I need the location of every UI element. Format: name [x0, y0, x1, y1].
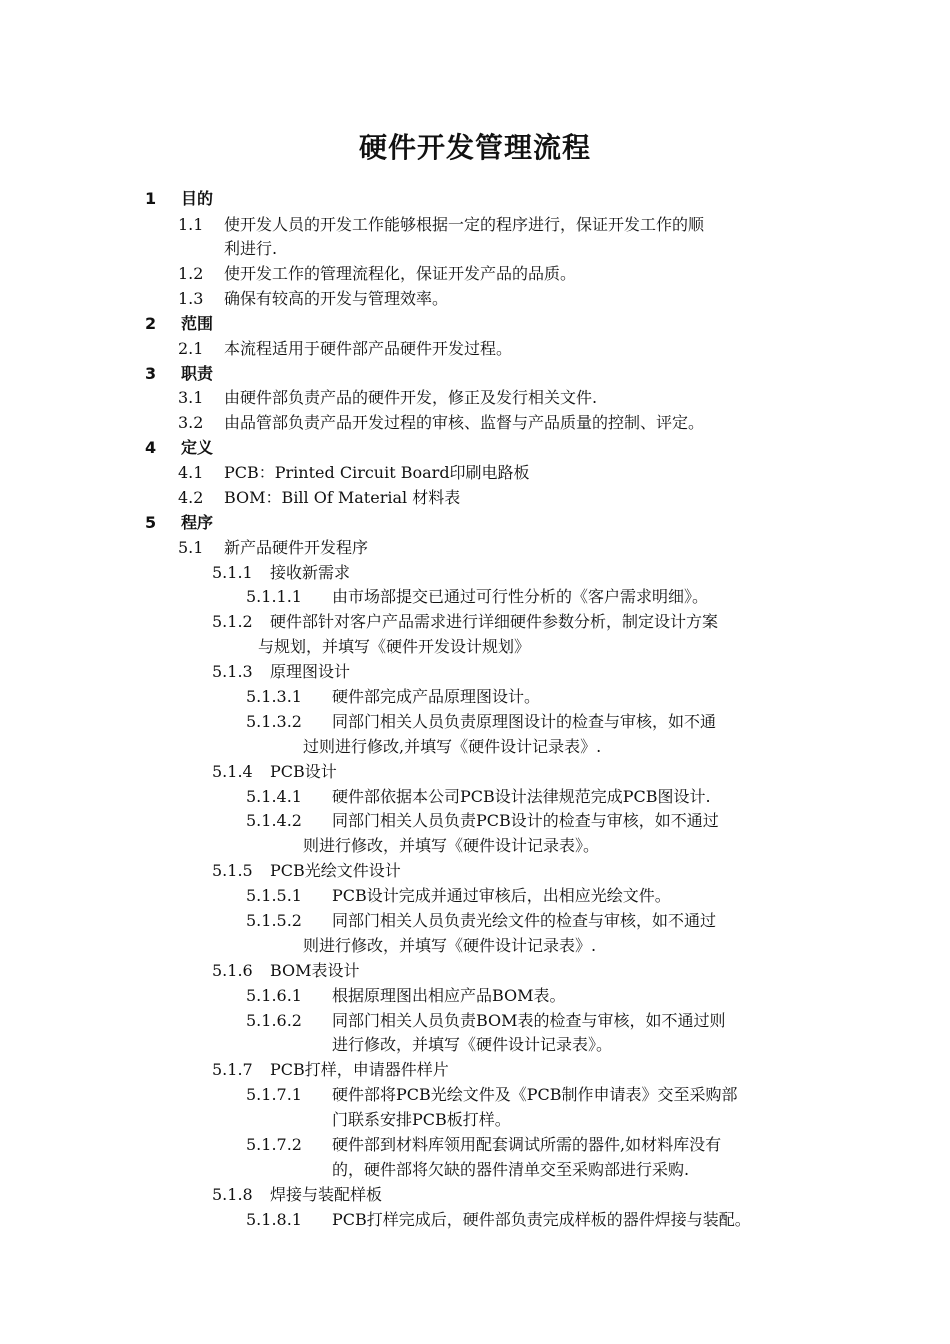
clause-text: 使开发人员的开发工作能够根据一定的程序进行，保证开发工作的顺: [224, 215, 705, 234]
clause-number: 5.1.3.2: [246, 712, 302, 731]
clause-text: 由硬件部负责产品的硬件开发，修正及发行相关文件.: [224, 388, 598, 407]
clause-line: [178, 212, 704, 237]
clause-continuation: [332, 1157, 689, 1182]
clause-line: [212, 659, 350, 684]
clause-line: [212, 858, 401, 883]
clause-number: 5.1.8: [212, 1185, 253, 1204]
section-heading: [145, 186, 213, 211]
clause-line: [178, 410, 704, 435]
clause-number: 5.1.7.2: [246, 1135, 302, 1154]
clause-text: 硬件部将PCB光绘文件及《PCB制作申请表》交至采购部: [332, 1085, 738, 1104]
clause-continuation: [332, 1107, 511, 1132]
clause-line: [246, 808, 719, 833]
clause-text: 同部门相关人员负责光绘文件的检查与审核，如不通过: [332, 911, 717, 930]
section-heading: [145, 510, 213, 535]
clause-text: PCB光绘文件设计: [270, 861, 401, 880]
clause-text: 新产品硬件开发程序: [224, 538, 369, 557]
clause-text: PCB：Printed Circuit Board印刷电路板: [224, 463, 530, 482]
clause-number: 3.2: [178, 413, 204, 432]
clause-number: 5.1.1: [212, 563, 253, 582]
clause-line: [212, 759, 337, 784]
clause-number: 2.1: [178, 339, 204, 358]
clause-number: 4.2: [178, 488, 204, 507]
clause-number: 5.1.7.1: [246, 1085, 302, 1104]
clause-number: 5.1.5.2: [246, 911, 302, 930]
clause-number: 4: [145, 438, 157, 457]
clause-text: 同部门相关人员负责PCB设计的检查与审核，如不通过: [332, 811, 719, 830]
clause-continuation: [303, 833, 599, 858]
clause-line: [246, 1008, 726, 1033]
clause-text: PCB设计完成并通过审核后，出相应光绘文件。: [332, 886, 671, 905]
clause-continuation: [224, 236, 277, 261]
clause-text: 目的: [181, 189, 214, 208]
clause-line: [212, 958, 360, 983]
clause-line: [246, 883, 671, 908]
clause-number: 5.1.5: [212, 861, 253, 880]
clause-text: 程序: [181, 513, 214, 532]
clause-line: [178, 460, 530, 485]
clause-number: 5.1.4.2: [246, 811, 302, 830]
clause-text: 焊接与装配样板: [270, 1185, 383, 1204]
clause-text: 原理图设计: [270, 662, 351, 681]
clause-line: [212, 1057, 449, 1082]
clause-number: 5.1.8.1: [246, 1210, 302, 1229]
clause-continuation: [303, 933, 596, 958]
clause-text: 硬件部依据本公司PCB设计法律规范完成PCB图设计.: [332, 787, 711, 806]
clause-text: 由市场部提交已通过可行性分析的《客户需求明细》。: [332, 587, 709, 606]
clause-continuation: [303, 734, 601, 759]
clause-number: 5.1.3: [212, 662, 253, 681]
clause-text: PCB设计: [270, 762, 337, 781]
clause-line: [246, 784, 711, 809]
clause-text: 硬件部针对客户产品需求进行详细硬件参数分析，制定设计方案: [270, 612, 719, 631]
clause-number: 3: [145, 364, 157, 383]
clause-line: [246, 709, 716, 734]
clause-text: 本流程适用于硬件部产品硬件开发过程。: [224, 339, 513, 358]
clause-text: PCB打样完成后，硬件部负责完成样板的器件焊接与装配。: [332, 1210, 751, 1229]
clause-number: 5: [145, 513, 157, 532]
clause-text: BOM：Bill Of Material 材料表: [224, 488, 461, 507]
clause-line: [246, 1132, 721, 1157]
clause-text: 定义: [181, 438, 214, 457]
clause-text: 使开发工作的管理流程化，保证开发产品的品质。: [224, 264, 577, 283]
section-heading: [145, 435, 213, 460]
clause-text: BOM表设计: [270, 961, 360, 980]
clause-text: 硬件部到材料库领用配套调试所需的器件,如材料库没有: [332, 1135, 722, 1154]
clause-number: 1.3: [178, 289, 204, 308]
clause-line: [246, 983, 566, 1008]
section-heading: [145, 311, 213, 336]
clause-line: [246, 584, 708, 609]
clause-line: [178, 286, 448, 311]
clause-text: 确保有较高的开发与管理效率。: [224, 289, 449, 308]
clause-text: 范围: [181, 314, 214, 333]
clause-number: 5.1.7: [212, 1060, 253, 1079]
clause-text: 进行修改，并填写《硬件设计记录表》。: [332, 1035, 613, 1054]
clause-text: 同部门相关人员负责原理图设计的检查与审核，如不通: [332, 712, 717, 731]
section-heading: [145, 361, 213, 386]
clause-number: 5.1.1.1: [246, 587, 302, 606]
clause-number: 3.1: [178, 388, 204, 407]
clause-line: [178, 385, 597, 410]
clause-line: [178, 336, 512, 361]
clause-text: 过则进行修改,并填写《硬件设计记录表》.: [303, 737, 602, 756]
clause-number: 1.2: [178, 264, 204, 283]
clause-continuation: [258, 634, 530, 659]
clause-line: [178, 261, 576, 286]
clause-text: 与规划，并填写《硬件开发设计规划》: [258, 637, 531, 656]
clause-number: 5.1.5.1: [246, 886, 302, 905]
clause-number: 1.1: [178, 215, 204, 234]
clause-text: 则进行修改，并填写《硬件设计记录表》.: [303, 936, 597, 955]
clause-line: [178, 485, 460, 510]
clause-number: 5.1.3.1: [246, 687, 302, 706]
clause-number: 2: [145, 314, 157, 333]
clause-line: [212, 1182, 382, 1207]
clause-text: 门联系安排PCB板打样。: [332, 1110, 511, 1129]
clause-line: [246, 684, 540, 709]
clause-text: PCB打样，申请器件样片: [270, 1060, 449, 1079]
clause-number: 4.1: [178, 463, 204, 482]
clause-continuation: [332, 1032, 612, 1057]
clause-number: 5.1.6: [212, 961, 253, 980]
clause-text: 接收新需求: [270, 563, 351, 582]
clause-line: [178, 535, 368, 560]
clause-text: 利进行.: [224, 239, 278, 258]
clause-text: 根据原理图出相应产品BOM表。: [332, 986, 566, 1005]
clause-number: 5.1.4: [212, 762, 253, 781]
clause-line: [246, 908, 716, 933]
clause-text: 同部门相关人员负责BOM表的检查与审核，如不通过则: [332, 1011, 726, 1030]
clause-number: 5.1: [178, 538, 204, 557]
clause-text: 的，硬件部将欠缺的器件清单交至采购部进行采购.: [332, 1160, 690, 1179]
clause-number: 5.1.4.1: [246, 787, 302, 806]
clause-line: [212, 560, 350, 585]
clause-text: 则进行修改，并填写《硬件设计记录表》。: [303, 836, 600, 855]
clause-number: 5.1.6.2: [246, 1011, 302, 1030]
clause-text: 硬件部完成产品原理图设计。: [332, 687, 541, 706]
clause-number: 5.1.2: [212, 612, 253, 631]
clause-text: 由品管部负责产品开发过程的审核、监督与产品质量的控制、评定。: [224, 413, 705, 432]
clause-line: [212, 609, 718, 634]
clause-number: 5.1.6.1: [246, 986, 302, 1005]
clause-line: [246, 1082, 738, 1107]
clause-text: 职责: [181, 364, 214, 383]
clause-number: 1: [145, 189, 157, 208]
clause-line: [246, 1207, 751, 1232]
document-title: 硬件开发管理流程: [358, 131, 591, 164]
